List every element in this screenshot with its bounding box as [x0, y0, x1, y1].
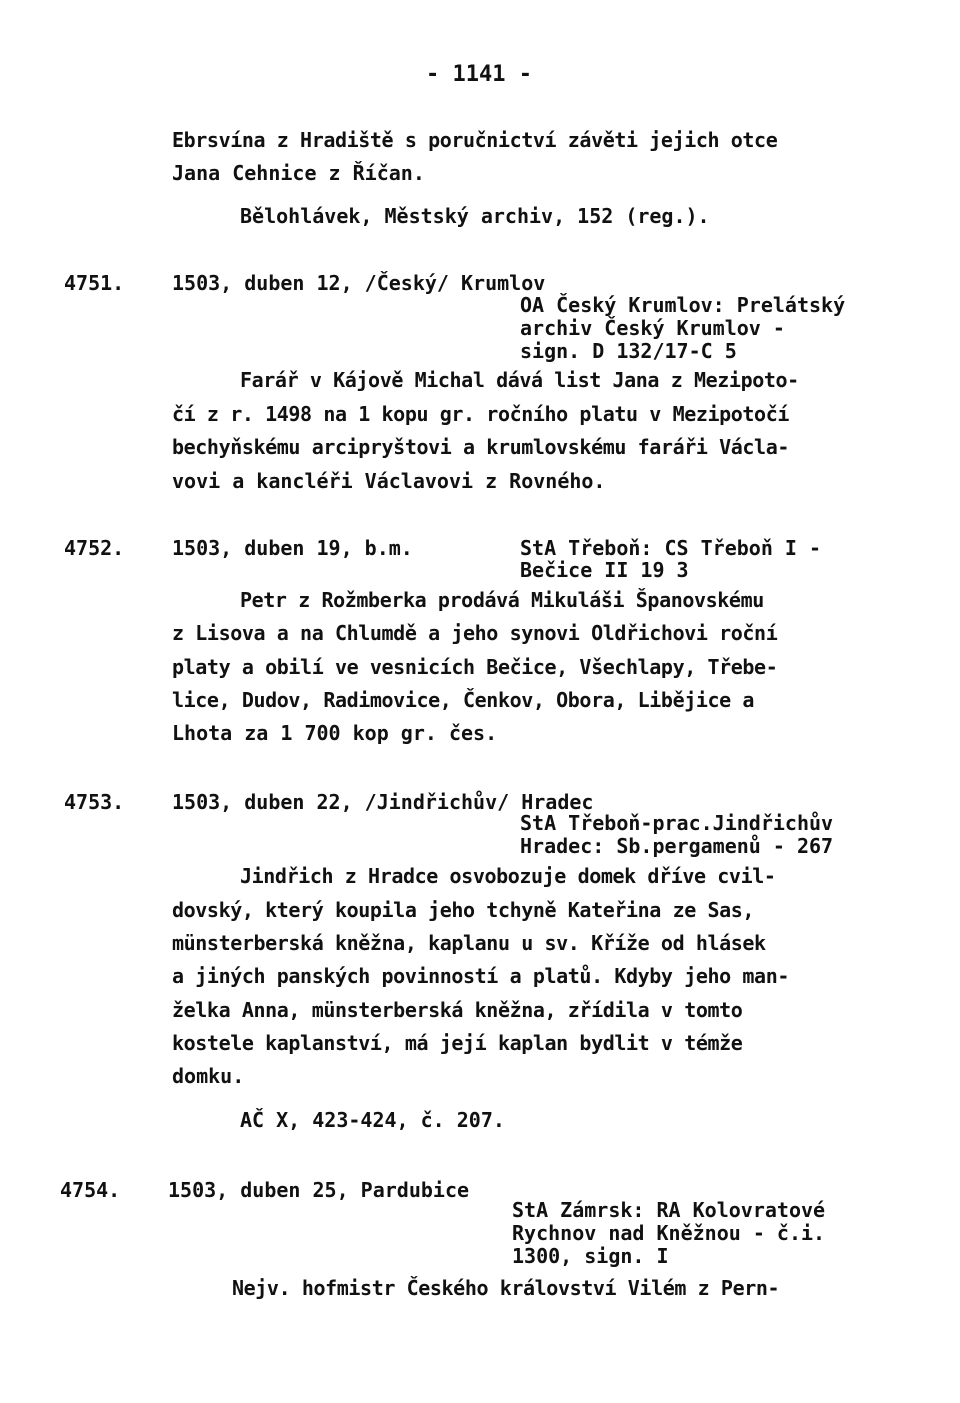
- body-line: z Lisova a na Chlumdě a jeho synovi Oldřichovi roční: [172, 621, 778, 645]
- body-line: želka Anna, münsterberská kněžna, zřídila v tomto: [172, 998, 743, 1022]
- entry-citation: AČ X, 423-424, č. 207.: [240, 1108, 505, 1132]
- archive-line: StA Třeboň-prac.Jindřichův: [520, 811, 834, 835]
- archive-line: Rychnov nad Kněžnou - č.i.: [512, 1221, 826, 1245]
- archive-line: Hradec: Sb.pergamenů - 267: [520, 834, 834, 858]
- body-line: bechyňskému arcipryštovi a krumlovskému faráři Václa-: [172, 435, 789, 459]
- intro-citation: Bělohlávek, Městský archiv, 152 (reg.).: [240, 204, 710, 228]
- intro-line: Jana Cehnice z Říčan.: [172, 161, 425, 185]
- entry-number: 4754.: [60, 1178, 121, 1202]
- entry-number: 4752.: [64, 536, 125, 560]
- body-line: Farář v Kájově Michal dává list Jana z Mezipoto-: [240, 368, 799, 392]
- body-line: dovský, který koupila jeho tchyně Kateřina ze Sas,: [172, 898, 755, 922]
- body-line: Nejv. hofmistr Českého království Vilém z Pern-: [232, 1276, 780, 1300]
- body-line: kostele kaplanství, má její kaplan bydlit v témže: [172, 1031, 743, 1055]
- archive-line: sign. D 132/17-C 5: [520, 339, 737, 363]
- archive-line: OA Český Krumlov: Prelátský: [520, 293, 846, 317]
- entry-number: 4751.: [64, 271, 125, 295]
- page-number: - 1141 -: [426, 62, 532, 87]
- body-line: vovi a kancléři Václavovi z Rovného.: [172, 469, 606, 493]
- entry-date: 1503, duben 19, b.m.: [172, 536, 413, 560]
- body-line: Petr z Rožmberka prodává Mikuláši Španovskému: [240, 588, 764, 612]
- body-line: lice, Dudov, Radimovice, Čenkov, Obora, Liběјice a: [172, 688, 755, 712]
- archive-line: StA Zámrsk: RA Kolovratové: [512, 1198, 826, 1222]
- body-line: čí z r. 1498 na 1 kopu gr. ročního platu v Mezipotočí: [172, 402, 789, 426]
- archive-line: 1300, sign. I: [512, 1244, 669, 1268]
- body-line: a jiných panských povinností a platů. Kdyby jeho man-: [172, 964, 789, 988]
- intro-line: Ebrsvína z Hradiště s poručnictví závěti jejich otce: [172, 128, 778, 152]
- archive-line: StA Třeboň: CS Třeboň I -: [520, 536, 822, 560]
- entry-number: 4753.: [64, 790, 125, 814]
- archive-line: Bečice II 19 3: [520, 558, 689, 582]
- body-line: domku.: [172, 1064, 245, 1088]
- body-line: platy a obilí ve vesnicích Bečice, Všechlapy, Třebe-: [172, 655, 778, 679]
- entry-date: 1503, duben 25, Pardubice: [168, 1178, 470, 1202]
- body-line: Lhota za 1 700 kop gr. čes.: [172, 721, 498, 745]
- archive-line: archiv Český Krumlov -: [520, 316, 785, 340]
- entry-date: 1503, duben 12, /Český/ Krumlov: [172, 271, 546, 295]
- body-line: Jindřich z Hradce osvobozuje domek dříve cvil-: [240, 864, 776, 888]
- body-line: münsterberská kněžna, kaplanu u sv. Kříže od hlásek: [172, 931, 766, 955]
- entry-date: 1503, duben 22, /Jindřichův/ Hradec: [172, 790, 594, 814]
